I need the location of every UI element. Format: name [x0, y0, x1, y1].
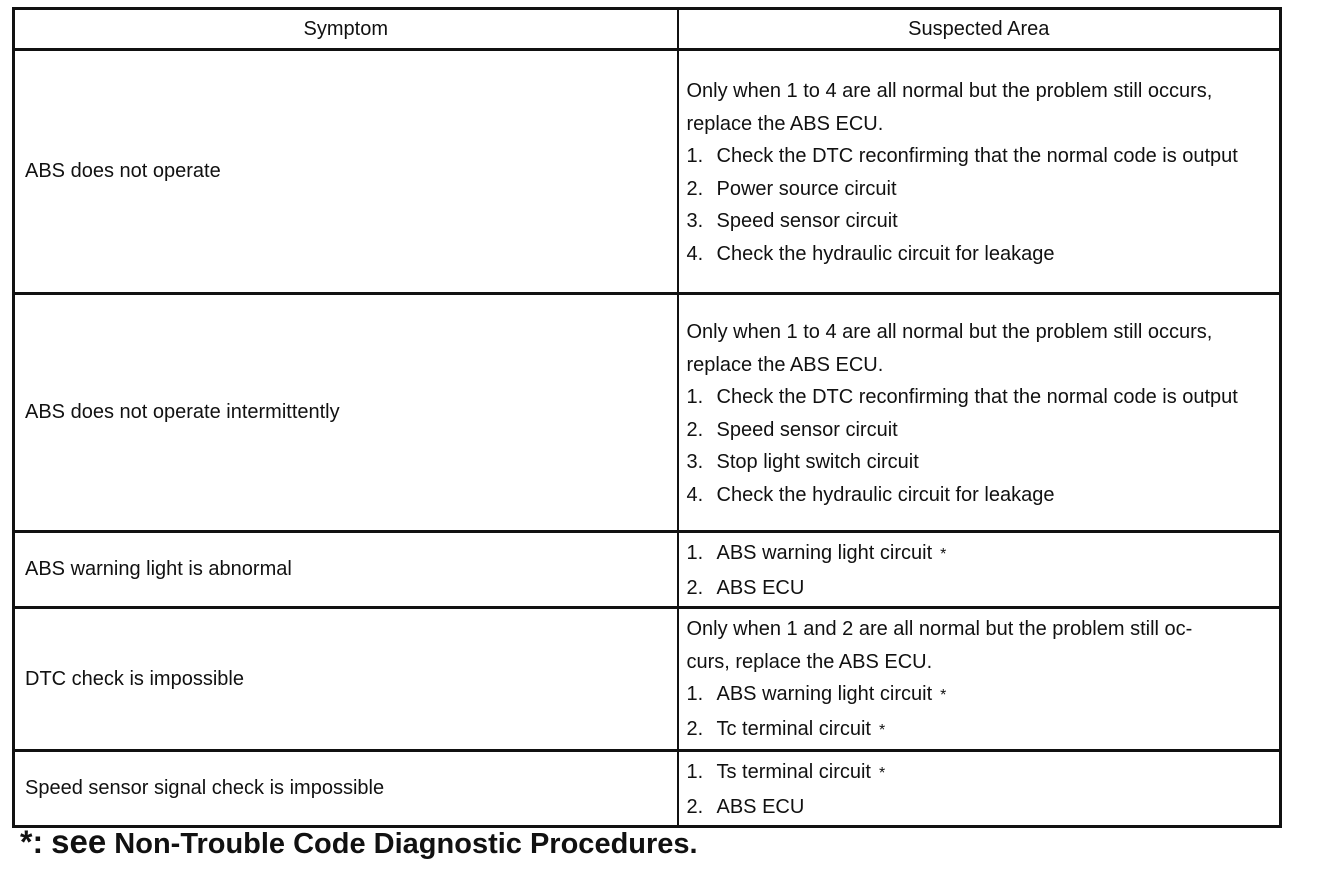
symptom-cell: DTC check is impossible: [14, 608, 678, 751]
table-row: [14, 608, 1281, 751]
asterisk-marker: *: [878, 765, 886, 782]
item-text: [717, 446, 1272, 479]
list-item: [687, 537, 1272, 572]
item-number: 1.: [686, 145, 704, 167]
list-item: [687, 140, 1272, 173]
item-label: Ts terminal circuit: [716, 761, 871, 783]
item-label: ABS warning light circuit: [716, 683, 933, 705]
item-label: Check the DTC reconfirming that the normal code is output: [716, 386, 1238, 408]
item-label: Speed sensor circuit: [716, 210, 898, 232]
item-text: [717, 238, 1272, 271]
replace-ecu-note: curs, replace the ABS ECU.: [686, 650, 933, 673]
item-number: 1.: [686, 386, 704, 408]
replace-ecu-note: Only when 1 and 2 are all normal but the problem still oc-: [686, 618, 1193, 640]
item-number: 2.: [686, 576, 704, 599]
list-item: [687, 791, 1272, 824]
item-label: Check the hydraulic circuit for leakage: [716, 483, 1055, 506]
list-item: [687, 205, 1272, 238]
list-item: [687, 479, 1272, 512]
item-label: Tc terminal circuit: [716, 717, 871, 740]
footnote-text: Non-Trouble Code Diagnostic Procedures.: [114, 828, 698, 860]
symptom-cell: ABS does not operate intermittently: [14, 294, 678, 532]
item-text: [717, 140, 1272, 173]
suspected-area-list: [687, 381, 1272, 511]
item-label: Check the DTC reconfirming that the normal code is output: [716, 145, 1238, 167]
suspected-area-list: [687, 140, 1272, 270]
suspected-area-cell: [678, 50, 1281, 294]
symptom-cell: ABS does not operate: [14, 50, 678, 294]
item-text: [717, 205, 1272, 238]
item-text: [717, 678, 1272, 713]
item-label: Power source circuit: [716, 177, 897, 200]
table-row: [14, 532, 1281, 608]
asterisk-marker: *: [878, 721, 886, 739]
replace-ecu-note: replace the ABS ECU.: [686, 112, 884, 135]
list-item: [687, 572, 1272, 605]
item-number: 2.: [686, 177, 704, 200]
item-text: [717, 756, 1272, 791]
table-row: [14, 751, 1281, 827]
item-number: 4.: [686, 242, 704, 265]
item-number: 1.: [686, 761, 704, 783]
item-number: 1.: [686, 683, 704, 705]
item-text: [717, 572, 1272, 605]
item-text: [717, 381, 1272, 414]
item-text: [717, 479, 1272, 512]
symptom-cell: ABS warning light is abnormal: [14, 532, 678, 608]
item-text: [717, 713, 1272, 748]
replace-ecu-note: replace the ABS ECU.: [686, 353, 884, 376]
suspected-area-list: [687, 678, 1272, 747]
table-row: [14, 294, 1281, 532]
list-item: [687, 713, 1272, 748]
item-text: [717, 791, 1272, 824]
symptom-column-header: Symptom: [14, 9, 678, 50]
list-item: [687, 414, 1272, 447]
item-label: ABS ECU: [716, 795, 805, 818]
item-label: Stop light switch circuit: [716, 451, 919, 473]
item-text: [717, 414, 1272, 447]
item-text: [717, 537, 1272, 572]
item-text: [717, 173, 1272, 206]
diagnostic-table: [12, 7, 1282, 828]
list-item: [687, 381, 1272, 414]
table-header-row: [14, 9, 1281, 50]
footnote: [20, 823, 698, 861]
suspected-area-cell: [678, 751, 1281, 827]
footnote-mark: *:: [20, 824, 44, 860]
asterisk-marker: *: [940, 687, 947, 704]
suspected-area-list: [687, 756, 1272, 823]
item-number: 2.: [686, 795, 704, 818]
item-label: Speed sensor circuit: [716, 418, 898, 441]
item-label: ABS ECU: [716, 576, 805, 599]
list-item: [687, 446, 1272, 479]
item-number: 2.: [686, 717, 704, 740]
footnote-see: see: [51, 823, 107, 860]
item-number: 3.: [686, 451, 704, 473]
replace-ecu-note: Only when 1 to 4 are all normal but the problem still occurs,: [686, 321, 1213, 343]
suspected-area-list: [687, 537, 1272, 604]
table-row: [14, 50, 1281, 294]
list-item: [687, 678, 1272, 713]
item-label: ABS warning light circuit: [716, 542, 933, 564]
item-number: 3.: [686, 210, 704, 232]
suspected-area-cell: [678, 532, 1281, 608]
item-number: 2.: [686, 418, 704, 441]
suspected-area-cell: [678, 608, 1281, 751]
symptom-cell: Speed sensor signal check is impossible: [14, 751, 678, 827]
asterisk-marker: *: [940, 546, 947, 563]
suspected-area-column-header: Suspected Area: [678, 9, 1281, 50]
list-item: [687, 238, 1272, 271]
suspected-area-cell: [678, 294, 1281, 532]
item-number: 4.: [686, 483, 704, 506]
item-number: 1.: [686, 542, 704, 564]
item-label: Check the hydraulic circuit for leakage: [716, 242, 1055, 265]
list-item: [687, 173, 1272, 206]
replace-ecu-note: Only when 1 to 4 are all normal but the problem still occurs,: [686, 80, 1213, 102]
list-item: [687, 756, 1272, 791]
